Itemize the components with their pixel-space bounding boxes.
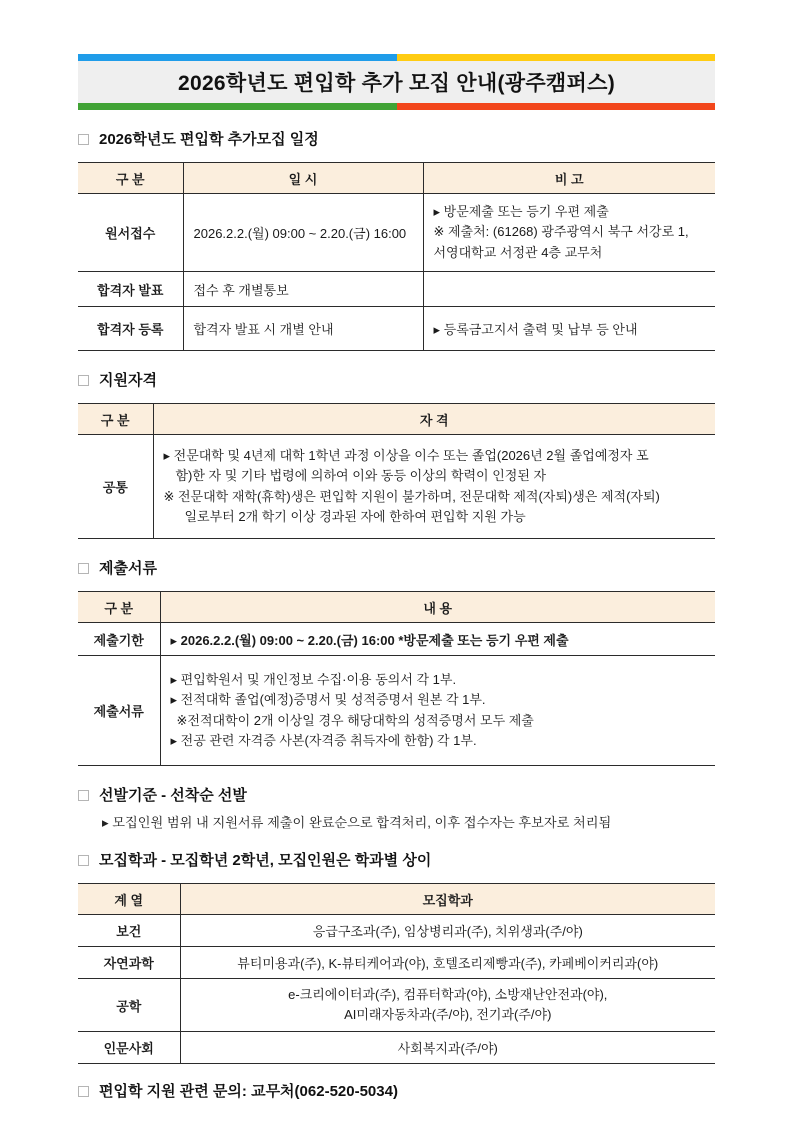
majors-cell: 응급구조과(주), 임상병리과(주), 치위생과(주/야): [180, 915, 715, 947]
majors-line: AI미래자동차과(주/야), 전기과(주/야): [344, 1007, 552, 1023]
section-heading-qualification: [78, 369, 715, 390]
deadline-cell: ▸ 2026.2.2.(월) 09:00 ~ 2.20.(금) 16:00 *방문제출 또는 등기 우편 제출: [160, 623, 715, 656]
table-header-row: [78, 404, 715, 435]
table-row: [78, 194, 715, 272]
selection-detail: ▸ 모집인원 범위 내 지원서류 제출이 완료순으로 합격처리, 이후 접수자는 후보자로 처리됨: [102, 815, 612, 830]
note-line: ※ 제출처: (61268) 광주광역시 북구 서강로 1,: [433, 224, 689, 240]
schedule-time-cell: 합격자 발표 시 개별 안내: [183, 307, 423, 351]
contact-text: 편입학 지원 관련 문의: 교무처(062-520-5034): [99, 1083, 398, 1101]
title-banner: [78, 54, 715, 110]
section-title: 지원자격: [99, 372, 157, 389]
majors-cell: [180, 979, 715, 1032]
document-line: ▸ 전적대학 졸업(예정)증명서 및 성적증명서 원본 각 1부.: [170, 692, 486, 708]
schedule-note-cell: [423, 194, 715, 272]
stripe-blue: [78, 54, 397, 61]
page-title: 2026학년도 편입학 추가 모집 안내(광주캠퍼스): [177, 72, 615, 95]
category-label: 보건: [78, 915, 180, 947]
table-row: [78, 915, 715, 947]
document-line: ▸ 전공 관련 자격증 사본(자격증 취득자에 한함) 각 1부.: [170, 732, 477, 748]
checkbox-square-icon: [78, 563, 89, 574]
majors-line: e-크리에이터과(주), 컴퓨터학과(야), 소방재난안전과(야),: [288, 987, 608, 1002]
category-label: 인문사회: [103, 1041, 154, 1057]
section-title: 제출서류: [99, 560, 157, 577]
document-line: ※전적대학이 2개 이상일 경우 해당대학의 성적증명서 모두 제출: [176, 712, 534, 728]
table-row: [78, 307, 715, 351]
col-header: 모집학과: [180, 884, 715, 915]
table-row: [78, 947, 715, 979]
col-header: 구 분: [78, 592, 160, 623]
col-header: 내 용: [160, 592, 715, 623]
qualification-line: ▸ 전문대학 및 4년제 대학 1학년 과정 이상을 이수 또는 졸업(2026년 2월 졸업예정자 포: [163, 448, 649, 464]
banner-top-stripe: [78, 54, 715, 61]
qualification-table: [78, 403, 715, 539]
row-label: 공통: [102, 480, 128, 495]
checkbox-square-icon: [78, 790, 89, 801]
row-label: 제출기한: [78, 623, 160, 656]
category-label: 자연과학: [78, 947, 180, 979]
schedule-time-cell: 2026.2.2.(월) 09:00 ~ 2.20.(금) 16:00: [183, 194, 423, 272]
departments-table: [78, 883, 715, 1064]
table-header-row: [78, 592, 715, 623]
table-header-row: [78, 163, 715, 194]
title-box: [78, 61, 715, 103]
section-title: 모집학과 - 모집학년 2학년, 모집인원은 학과별 상이: [99, 852, 432, 869]
banner-bottom-stripe: [78, 103, 715, 110]
section-heading-contact: [78, 1080, 715, 1101]
table-row: [78, 656, 715, 766]
qualification-line: ※ 전문대학 재학(휴학)생은 편입학 지원이 불가하며, 전문대학 제적(자퇴)생은 제적(자퇴): [163, 488, 660, 504]
majors-cell: 사회복지과(주/야): [180, 1032, 715, 1064]
col-header: 일 시: [183, 163, 423, 194]
table-row: [78, 1032, 715, 1064]
checkbox-square-icon: [78, 855, 89, 866]
table-row: [78, 435, 715, 539]
checkbox-square-icon: [78, 1086, 89, 1097]
table-row: [78, 623, 715, 656]
row-label: 제출서류: [93, 704, 144, 719]
col-header: 자 격: [153, 404, 715, 435]
schedule-note-cell: ▸ 등록금고지서 출력 및 납부 등 안내: [423, 307, 715, 351]
checkbox-square-icon: [78, 375, 89, 386]
section-heading-departments: [78, 849, 715, 870]
category-label: 공학: [78, 979, 180, 1032]
section-heading-documents: [78, 557, 715, 578]
note-line: 서영대학교 서정관 4층 교무처: [433, 244, 603, 260]
qualification-line: 함)한 자 및 기타 법령에 의하여 이와 동등 이상의 학력이 인정된 자: [175, 468, 547, 484]
col-header: 구 분: [78, 163, 183, 194]
section-heading-selection: [78, 784, 715, 805]
document-line: ▸ 편입학원서 및 개인정보 수집·이용 동의서 각 1부.: [170, 672, 457, 688]
section-title: 선발기준 - 선착순 선발: [99, 787, 247, 804]
majors-cell: 뷰티미용과(주), K-뷰티케어과(야), 호텔조리제빵과(주), 카페베이커리과(야): [180, 947, 715, 979]
table-row: [78, 979, 715, 1032]
qualification-cell: [153, 435, 715, 539]
col-header: 계 열: [78, 884, 180, 915]
documents-list-cell: [160, 656, 715, 766]
schedule-note-cell: [423, 272, 715, 307]
stripe-yellow: [397, 54, 716, 61]
documents-table: [78, 591, 715, 766]
table-header-row: [78, 884, 715, 915]
note-line: ▸ 방문제출 또는 등기 우편 제출: [433, 204, 609, 220]
qualification-line: 일로부터 2개 학기 이상 경과된 자에 한하여 편입학 지원 가능: [184, 508, 526, 524]
row-label: 합격자 발표: [78, 272, 183, 307]
col-header: 구 분: [78, 404, 153, 435]
stripe-green: [78, 103, 397, 110]
stripe-red: [397, 103, 716, 110]
schedule-table: [78, 162, 715, 351]
col-header: 비 고: [423, 163, 715, 194]
section-title: 2026학년도 편입학 추가모집 일정: [99, 131, 319, 148]
row-label: 합격자 등록: [97, 322, 164, 337]
schedule-time-cell: 접수 후 개별통보: [183, 272, 423, 307]
section-heading-schedule: [78, 128, 715, 149]
table-row: [78, 272, 715, 307]
checkbox-square-icon: [78, 134, 89, 145]
row-label: 원서접수: [78, 194, 183, 272]
